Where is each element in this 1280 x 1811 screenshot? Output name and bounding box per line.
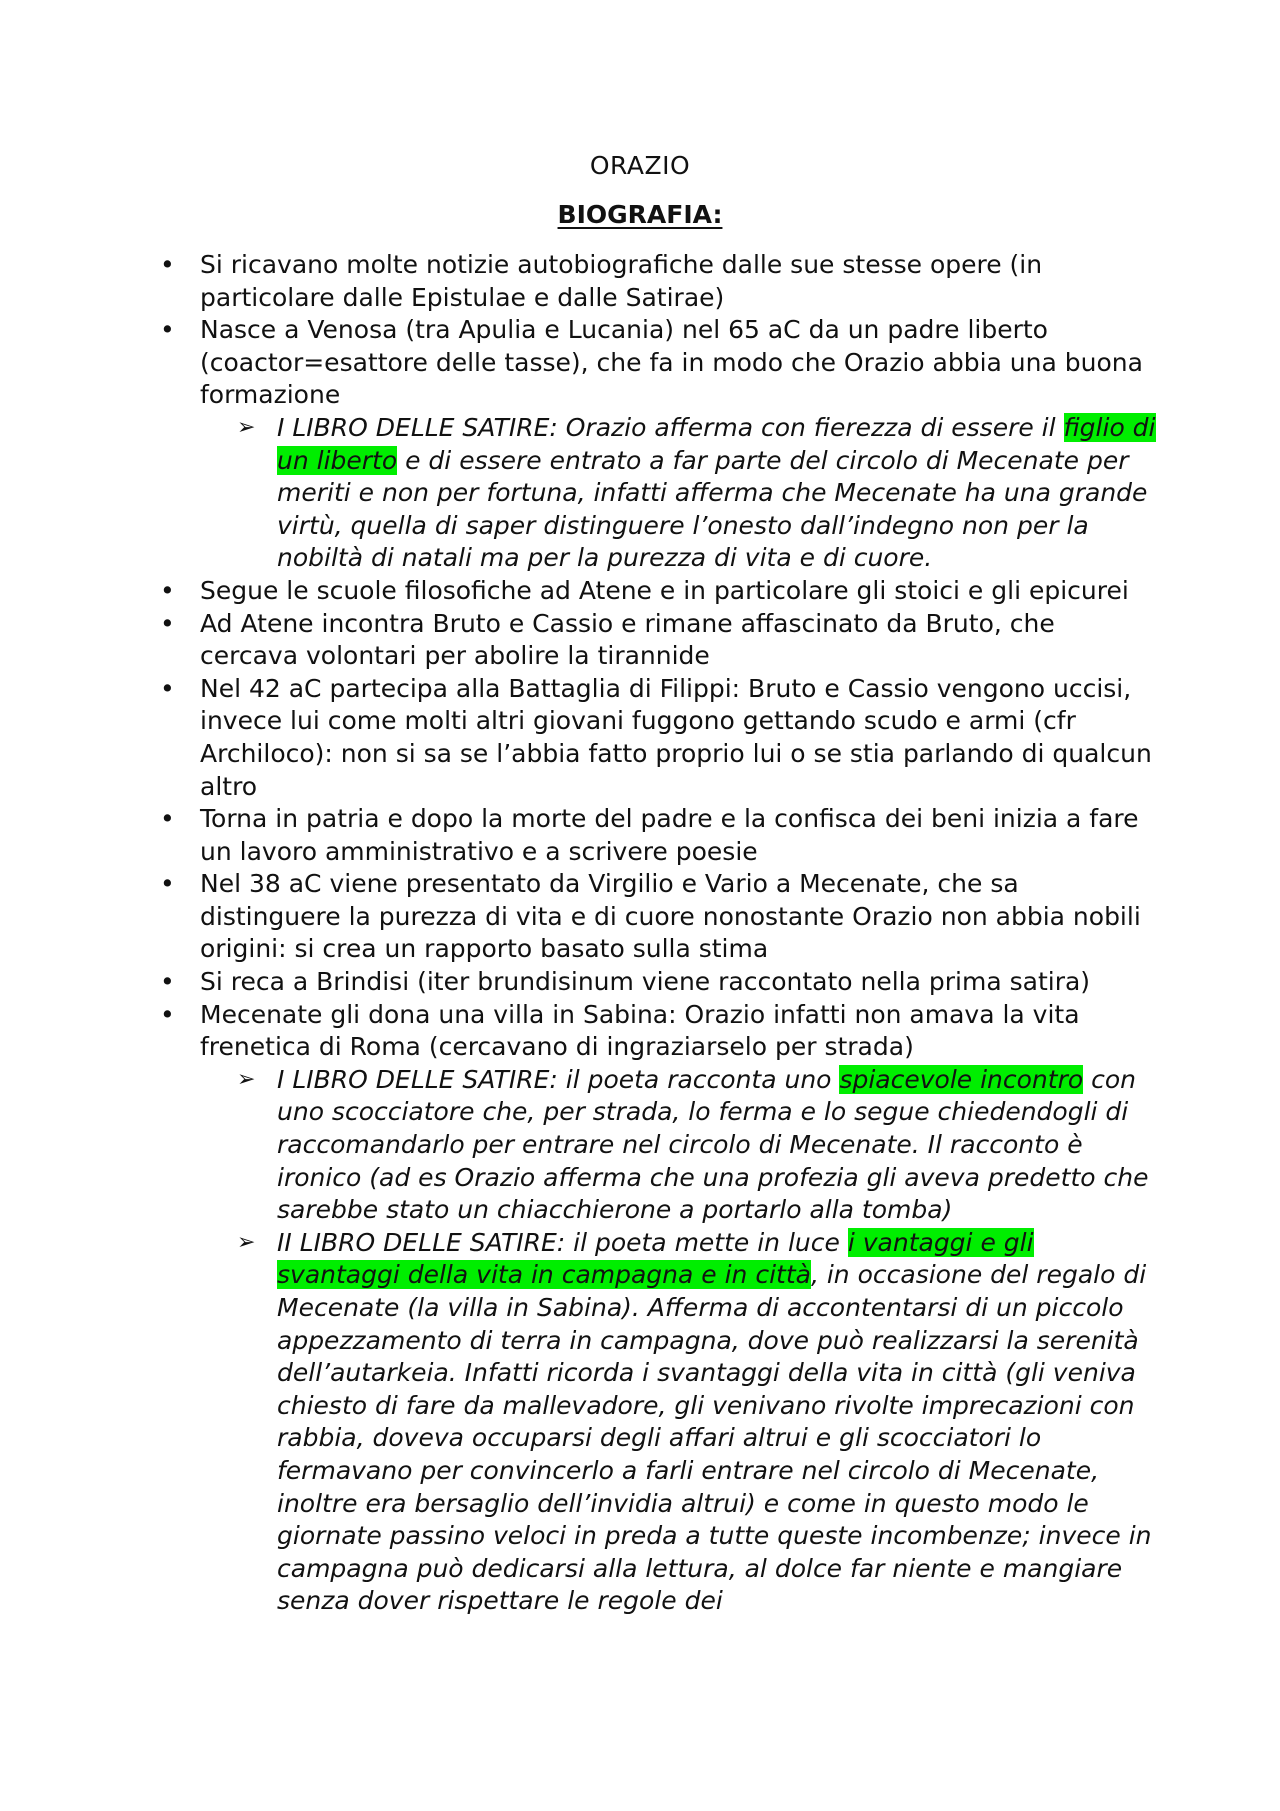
bullet-icon: •: [160, 804, 175, 834]
list-item: [160, 868, 1160, 966]
arrow-bullet-icon: ➢: [237, 1066, 256, 1092]
bullet-icon: •: [160, 869, 175, 899]
item-text: Si reca a Brindisi (iter brundisinum viene raccontato nella prima satira): [200, 967, 1091, 997]
item-text: Torna in patria e dopo la morte del padre e la confisca dei beni inizia a fare un lavoro amministrativo e a scrivere poesie: [200, 804, 1139, 866]
item-text: II LIBRO DELLE SATIRE: il poeta mette in luce: [277, 1227, 848, 1257]
item-text: Nel 42 aC partecipa alla Battaglia di Filippi: Bruto e Cassio vengono uccisi, invece lui come molti altri giovani fuggono gettando scudo e armi (cfr Archiloco): non si sa se l’abbia fatto proprio lui o se stia parlando di qualcun altro: [200, 673, 1152, 801]
sub-list-item: [160, 1064, 1160, 1227]
sub-list-item: [160, 1227, 1160, 1618]
document-title: ORAZIO: [589, 151, 691, 180]
list-item: [160, 966, 1160, 999]
list-item: [160, 575, 1160, 608]
list-item: [160, 803, 1160, 868]
sub-list-item: [160, 412, 1160, 575]
item-text: Segue le scuole filosofiche ad Atene e in particolare gli stoici e gli epicurei: [200, 575, 1129, 605]
list-item: [160, 314, 1160, 412]
bullet-icon: •: [160, 967, 175, 997]
list-item: [160, 249, 1160, 314]
list-item: [160, 608, 1160, 673]
item-text: , in occasione del regalo di Mecenate (la villa in Sabina). Afferma di accontentarsi di un piccolo appezzamento di terra in campagna, dove può realizzarsi la serenità dell’autarkeia. Infatti ricorda i svantaggi della vita in città (gli veniva chiesto di fare da mallevadore, gli venivano rivolte imprecazioni con rabbia, doveva occuparsi degli affari altrui e gli scocciatori lo fermavano per convincerlo a farli entrare nel circolo di Mecenate, inoltre era bersaglio dell’invidia altrui) e come in questo modo le giornate passino veloci in preda a tutte queste incombenze; invece in campagna può dedicarsi alla lettura, al dolce far niente e mangiare senza dover rispettare le regole dei: [277, 1260, 1152, 1616]
highlighted-text: spiacevole incontro: [839, 1064, 1084, 1094]
item-text: Si ricavano molte notizie autobiografiche dalle sue stesse opere (in particolare dalle Epistulae e dalle Satirae): [200, 250, 1043, 312]
item-text: Nasce a Venosa (tra Apulia e Lucania) nel 65 aC da un padre liberto (coactor=esattore delle tasse), che fa in modo che Orazio abbia una buona formazione: [200, 315, 1143, 410]
highlighted-text: figlio di un liberto: [277, 412, 1156, 475]
item-text: I LIBRO DELLE SATIRE: il poeta racconta uno: [277, 1064, 840, 1094]
bullet-icon: •: [160, 315, 175, 345]
bullet-icon: •: [160, 673, 175, 703]
bullet-icon: •: [160, 999, 175, 1029]
item-text: e di essere entrato a far parte del circolo di Mecenate per meriti e non per fortuna, infatti afferma che Mecenate ha una grande virtù, quella di saper distinguere l’onesto dall’indegno non per la nobiltà di natali ma per la purezza di vita e di cuore.: [277, 445, 1148, 573]
arrow-bullet-icon: ➢: [237, 414, 256, 440]
bullet-icon: •: [160, 608, 175, 638]
arrow-bullet-icon: ➢: [237, 1229, 256, 1255]
item-text: Nel 38 aC viene presentato da Virgilio e Vario a Mecenate, che sa distinguere la purezza di vita e di cuore nonostante Orazio non abbia nobili origini: si crea un rapporto basato sulla stima: [200, 869, 1141, 964]
bullet-icon: •: [160, 250, 175, 279]
list-item: [160, 999, 1160, 1064]
highlighted-text: i vantaggi e gli svantaggi della vita in campagna e in città: [277, 1227, 1034, 1290]
bullet-icon: •: [160, 575, 175, 605]
item-text: I LIBRO DELLE SATIRE: Orazio afferma con fierezza di essere il: [277, 412, 1064, 442]
item-text: Ad Atene incontra Bruto e Cassio e rimane affascinato da Bruto, che cercava volontari per abolire la tirannide: [200, 608, 1055, 671]
biography-list: [160, 249, 1160, 1618]
item-text: Mecenate gli dona una villa in Sabina: Orazio infatti non amava la vita frenetica di Roma (cercavano di ingraziarselo per strada): [200, 999, 1080, 1062]
list-item: [160, 673, 1160, 803]
section-heading-biografia: BIOGRAFIA:: [557, 200, 723, 229]
item-text: con uno scocciatore che, per strada, lo ferma e lo segue chiedendogli di raccomandarlo per entrare nel circolo di Mecenate. Il racconto è ironico (ad es Orazio afferma che una profezia gli aveva predetto che sarebbe stato un chiacchierone a portarlo alla tomba): [277, 1064, 1149, 1225]
